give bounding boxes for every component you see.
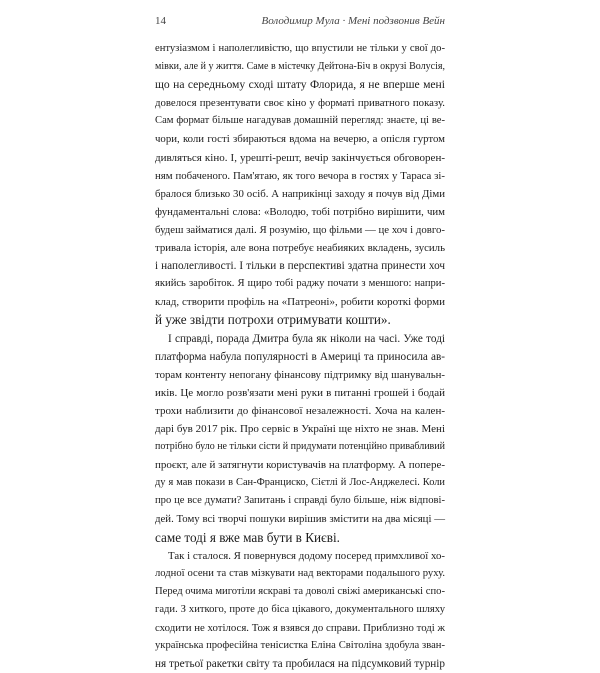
text-line: Так і сталося. Я повернувся додому посеред примхливої хо- (168, 549, 445, 562)
text-line: платформа набула популярності в Америці та приносила ав- (155, 350, 445, 363)
running-title: Володимир Мула · Мені подзвонив Вейн (261, 15, 445, 27)
text-line: про це все думати? Запитань і справді було більше, ніж відпові- (155, 495, 445, 507)
text-line: ентузіазмом і наполегливістю, що впустили не тільки у свої до- (155, 43, 445, 54)
text-line: ням побаченого. Пам'ятаю, як того вечора в гостях у Тараса зі- (155, 169, 445, 182)
text-line: якийсь заробіток. Я щиро тобі раджу почати з меншого: напри- (155, 278, 445, 290)
text-line: Сам формат більше нагадував домашній перегляд: знаєте, ці ве- (155, 115, 445, 127)
text-line: ду я мав покази в Сан-Франциско, Сієтлі й Лос-Анджелесі. Коли (155, 477, 445, 489)
text-line: клад, створити профіль на «Патреоні», робити короткі форми (155, 296, 445, 309)
text-line: сходити не хотілося. Тож я взявся до справи. Приблизно тоді ж (155, 622, 445, 634)
text-line: иків. Це могло розв'язати мені руки в питанні грошей і бодай (155, 386, 445, 399)
text-line: мівки, але й у життя. Саме в містечку Дейтона-Біч в окрузі Волусія, (155, 61, 445, 73)
text-line: гади. З хиткого, проте до біса цікавого, документального шляху (155, 603, 445, 615)
text-line: українська професійна тенісистка Еліна Світоліна здобула зван- (155, 640, 445, 652)
text-line: і наполегливості. І тільки в перспективі здатна принести хоч (155, 260, 445, 273)
page-number: 14 (155, 15, 166, 27)
text-line: дей. Тому всі творчі пошуки вирішив змістити на два місяці — (155, 513, 445, 526)
text-line: будеш займатися далі. Я розумію, що фільми — це хоч і довго- (155, 223, 445, 236)
text-line: лодної осени та став мізкувати над векторами подальшого руху. (155, 567, 445, 579)
text-line: проєкт, але й затягнути користувачів на платформу. А попере- (155, 459, 445, 472)
text-line: саме тоді я вже мав бути в Києві. (155, 529, 340, 545)
text-line: ня третьої ракетки світу та пробилася на підсумковий турнір (155, 658, 445, 671)
text-line: й уже звідти потрохи отримувати кошти». (155, 312, 391, 328)
text-line: довелося презентувати своє кіно у форматі приватного показу. (155, 97, 445, 110)
text-line: тривала історія, але вона потребує неабияких вкладень, зусиль (155, 242, 445, 255)
body-text (155, 40, 445, 673)
running-head (155, 15, 445, 31)
text-line: трохи наблизити до фінансової незалежності. Хоча на кален- (155, 404, 445, 417)
text-line: торам контенту непогану фінансову підтримку від шанувальн- (155, 368, 445, 381)
text-line: Перед очима миготіли яскраві та доволі свіжі американські спо- (155, 585, 445, 597)
text-line: дарі був 2017 рік. Про сервіс в Україні ще ніхто не знав. Мені (155, 422, 445, 435)
text-line: І справді, порада Дмитра була як ніколи на часі. Уже тоді (168, 332, 445, 345)
text-line: фундаментальні слова: «Володю, тобі потрібно вирішити, чим (155, 205, 445, 218)
text-line: бралося близько 30 осіб. А наприкінці заходу я почув від Діми (155, 187, 445, 200)
text-line: чори, коли гості збираються вдома на вечерю, а опісля гуртом (155, 133, 445, 146)
text-line: потрібно було не тільки сісти й придумати потенційно привабливий (155, 441, 445, 453)
text-line: що на середньому сході штату Флорида, я не вперше мені (155, 78, 445, 92)
text-line: дивляться кіно. І, урешті-решт, вечір закінчується обговорен- (155, 151, 445, 164)
